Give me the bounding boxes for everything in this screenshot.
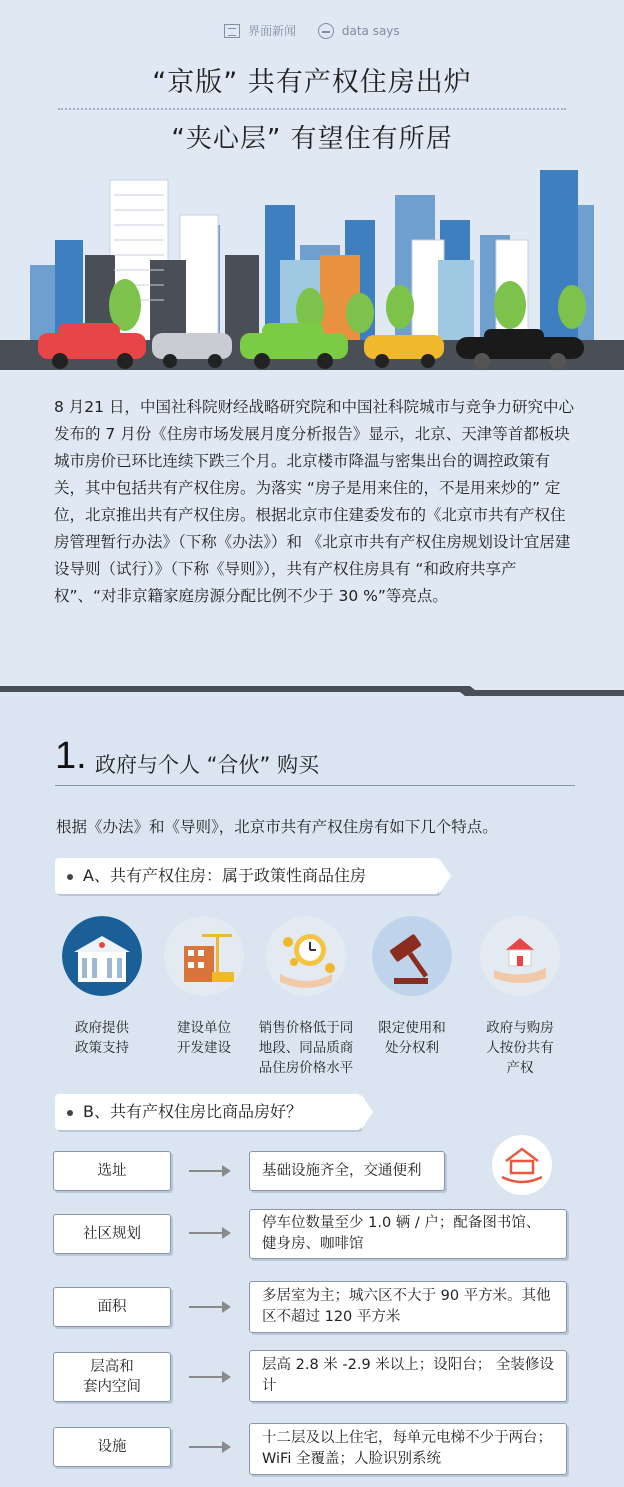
- right-arrow-icon: [189, 1446, 229, 1448]
- bullet-dot: [67, 874, 73, 880]
- page-subtitle: “夹心层” 有望住有所居: [171, 124, 453, 154]
- intro-paragraph: 8 月21 日，中国社科院财经战略研究院和中国社科院城市与竞争力研究中心发布的 7 月份《住房市场发展月度分析报告》显示，北京、天津等首都板块城市房价已环比连续下跌三个月。北京楼市降温与密集出台的调控政策有关，其中包括共有产权住房。为落实 “房子是用来住的，不是用来炒的” 定位，北京推出共有产权住房。根据北京市住建委发布的《北京市共有产权住房管理暂行办法》（下称《办法》）和 《北京市共有产权住房规划设计宜居建设导则（试行）》（下称《导则》），共有产权住房具有 “和政府共享产权”、“对非京籍家庭房源分配比例不少于 30 %”等亮点。: [54, 398, 574, 605]
- feature-item: [52, 916, 152, 1058]
- comparison-key: 层高和 套内空间: [53, 1352, 171, 1402]
- comparison-key: 社区规划: [53, 1214, 171, 1254]
- comparison-key: 设施: [53, 1427, 171, 1467]
- house-hand-badge-icon: [492, 1135, 552, 1195]
- city-skyline-illustration: [0, 165, 624, 370]
- feature-item: [256, 916, 356, 1078]
- feature-label: 政府提供 政策支持: [75, 1020, 129, 1056]
- feature-label: 建设单位 开发建设: [177, 1020, 231, 1056]
- waveform-icon: [318, 23, 334, 39]
- right-arrow-icon: [189, 1376, 229, 1378]
- comparison-value: 层高 2.8 米 -2.9 米以上；设阳台； 全装修设计: [249, 1350, 567, 1402]
- tag-a-label: A、共有产权住房：属于政策性商品住房: [83, 866, 366, 885]
- section-1-heading: [55, 735, 575, 785]
- title-divider: [58, 108, 566, 110]
- feature-item: [154, 916, 254, 1058]
- feature-item: [362, 916, 462, 1058]
- section-underline: [55, 785, 575, 786]
- feature-label: 销售价格低于同 地段、同品质商 品住房价格水平: [258, 1020, 354, 1076]
- feature-label: 政府与购房 人按份共有 产权: [486, 1020, 554, 1076]
- comparison-key: 面积: [53, 1287, 171, 1327]
- brand-right: data says: [341, 23, 400, 38]
- section-number: 1.: [55, 735, 87, 777]
- section-lead: 根据《办法》和《导则》，北京市共有产权住房有如下几个特点。: [56, 818, 498, 836]
- comparison-value: 基础设施齐全，交通便利: [249, 1151, 445, 1191]
- coins-clock-icon: [266, 916, 346, 996]
- comparison-value: 十二层及以上住宅，每单元电梯不少于两台；WiFi 全覆盖；人脸识别系统: [249, 1423, 567, 1475]
- header-section: [0, 0, 624, 690]
- newspaper-icon: [224, 24, 240, 38]
- bullet-dot: [67, 1110, 73, 1116]
- house-in-hand-icon: [480, 916, 560, 996]
- comparison-key: 选址: [53, 1151, 171, 1191]
- feature-item: [470, 916, 570, 1078]
- section-title: 政府与个人 “合伙” 购买: [95, 753, 320, 777]
- page-title: “京版” 共有产权住房出炉: [152, 67, 472, 98]
- brand-left: 界面新闻: [248, 24, 297, 38]
- right-arrow-icon: [189, 1232, 229, 1234]
- tag-a: [55, 858, 439, 894]
- tag-b: [55, 1094, 361, 1130]
- gavel-icon: [372, 916, 452, 996]
- right-arrow-icon: [189, 1306, 229, 1308]
- comparison-value: 多居室为主；城六区不大于 90 平方米。其他区不超过 120 平方米: [249, 1281, 567, 1333]
- tag-b-label: B、共有产权住房比商品房好？: [83, 1102, 302, 1121]
- government-building-icon: [62, 916, 142, 996]
- construction-icon: [164, 916, 244, 996]
- feature-label: 限定使用和 处分权利: [378, 1020, 446, 1056]
- right-arrow-icon: [189, 1170, 229, 1172]
- brand-bar: [0, 22, 624, 39]
- section-divider: [0, 686, 624, 696]
- comparison-value: 停车位数量至少 1.0 辆 / 户；配备图书馆、健身房、咖啡馆: [249, 1209, 567, 1259]
